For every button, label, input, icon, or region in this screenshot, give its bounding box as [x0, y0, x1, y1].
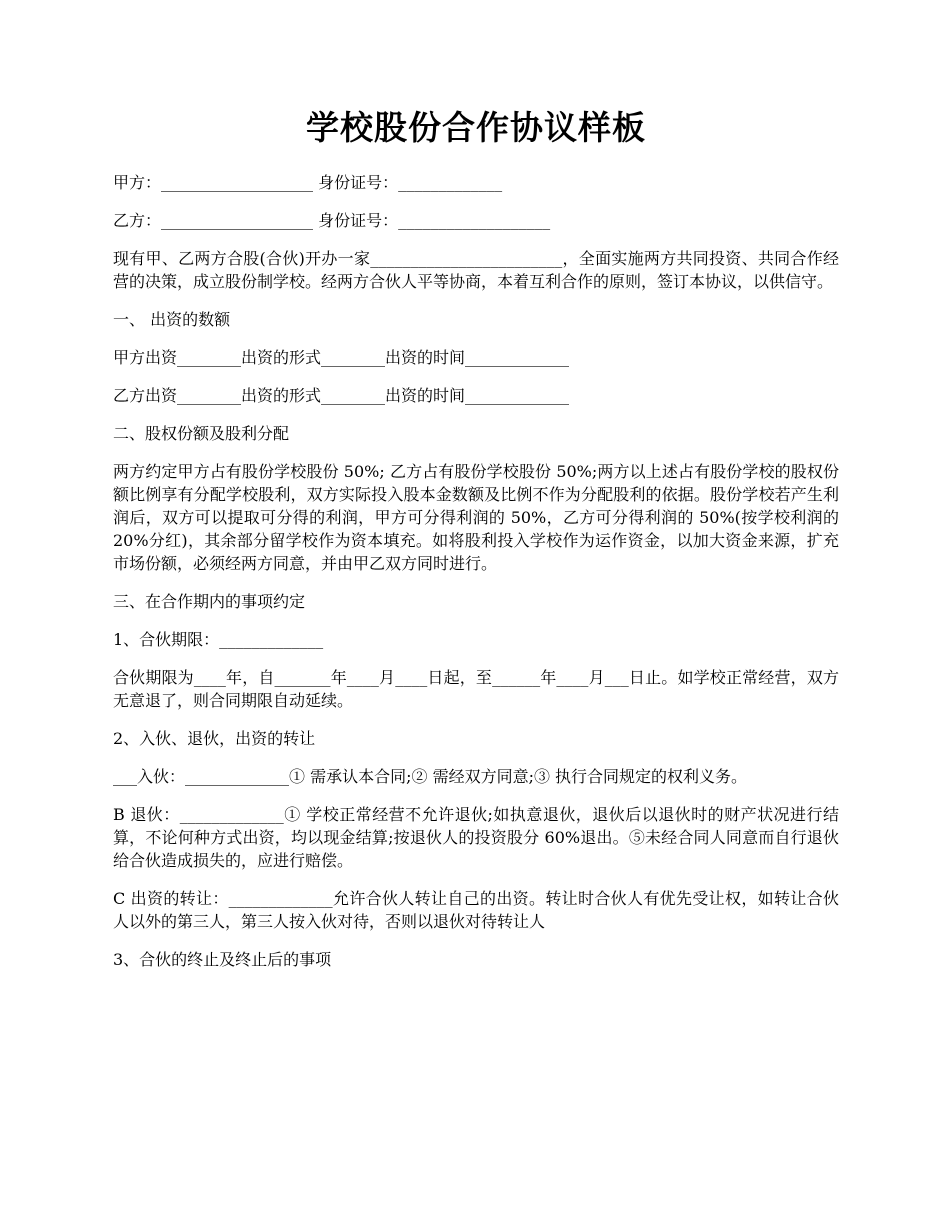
exit-paragraph: B 退伙：_____________① 学校正常经营不允许退伙;如执意退伙，退伙后以退伙时的财产状况进行结算，不论何种方式出资，均以现金结算;按退伙人的投资股分 60%退出。⑤未经合同人同意而自行退伙给合伙造成损失的，应进行赔偿。 [113, 804, 839, 870]
join-exit-heading: 2、入伙、退伙，出资的转让 [113, 728, 316, 748]
document-title: 学校股份合作协议样板 [306, 108, 646, 147]
party-a-capital-line: 甲方出资________出资的形式________出资的时间_____________ [113, 347, 570, 367]
party-b-capital-line: 乙方出资________出资的形式________出资的时间_____________ [113, 385, 570, 405]
transfer-paragraph: C 出资的转让：_____________允许合伙人转让自己的出资。转让时合伙人有优先受让权，如转让合伙人以外的第三人，第三人按入伙对待，否则以退伙对待转让人 [113, 888, 839, 931]
party-a-line: 甲方：___________________ 身份证号：_____________ [113, 172, 503, 192]
section-heading-capital: 一、 出资的数额 [113, 309, 231, 329]
termination-heading: 3、合伙的终止及终止后的事项 [113, 949, 332, 969]
term-heading: 1、合伙期限：_____________ [113, 629, 324, 649]
equity-paragraph: 两方约定甲方占有股份学校股份 50%; 乙方占有股份学校股份 50%;两方以上述占有股份学校的股权份额比例享有分配学校股利，双方实际投入股本金数额及比例不作为分配股利的依据。股份学校若产生利润后，双方可以提取可分得的利润，甲方可分得利润的 50%，乙方可分得利润的 50%(按学校利润的 20%分红)，其余部分留学校作为资本填充。如将股利投入学校作为运作资金，以加大资金来源，扩充市场份额，必须经两方同意，并由甲乙双方同时进行。 [113, 461, 839, 573]
section-heading-terms: 三、在合作期内的事项约定 [113, 591, 306, 611]
join-paragraph: ___入伙：_____________① 需承认本合同;② 需经双方同意;③ 执行合同规定的权利义务。 [113, 766, 748, 786]
preamble-paragraph: 现有甲、乙两方合股(合伙)开办一家________________________，全面实施两方共同投资、共同合作经营的决策，成立股份制学校。经两方合伙人平等协商，本着互利合作的原则，签订本协议，以供信守。 [113, 248, 839, 291]
document-page [113, 108, 839, 986]
term-paragraph: 合伙期限为____年，自_______年____月____日起，至______年____月___日止。如学校正常经营，双方无意退了，则合同期限自动延续。 [113, 667, 839, 710]
party-b-line: 乙方：___________________ 身份证号：___________________ [113, 210, 551, 230]
section-heading-equity: 二、股权份额及股利分配 [113, 423, 290, 443]
